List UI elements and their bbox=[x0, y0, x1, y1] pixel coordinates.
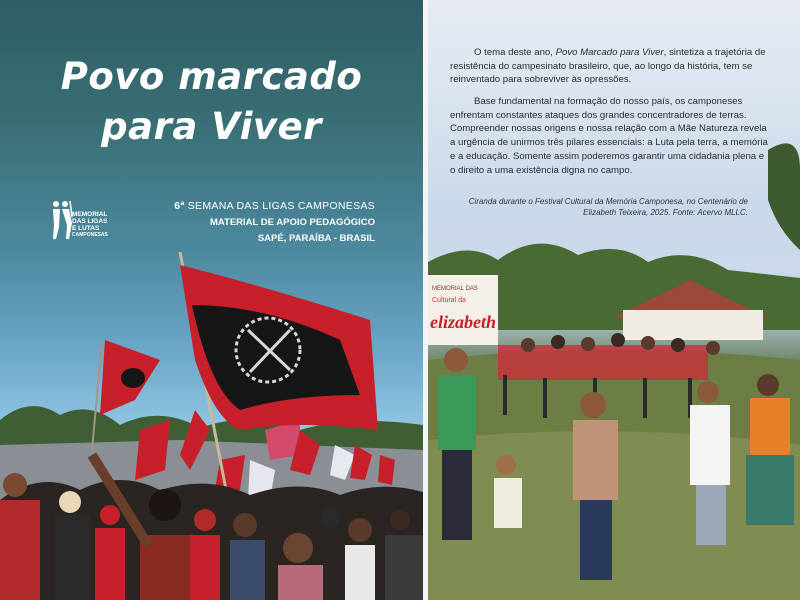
material-subtitle: MATERIAL DE APOIO PEDAGÓGICO bbox=[209, 217, 375, 228]
paragraph1-rest: , sintetiza a trajetória de resistência do campesinato brasileiro, que, ao longo da história, tem se reinventado para sobreviver às opressões. bbox=[450, 47, 766, 86]
event-number: 6ª bbox=[174, 200, 185, 212]
logo-line3: E LUTAS bbox=[72, 225, 100, 232]
logo-line4: CAMPONESAS bbox=[72, 232, 108, 238]
paragraph-foundation: Base fundamental na formação do nosso país, os camponeses enfrentam constantes ataques dos grandes concentradores de terras. Compreender nossas origens e nossa relação com a Mãe Natureza revela a urgência de unirmos três pilares essenciais: a Luta pela terra, a memória e a educação. Somente assim poderemos garantir uma cidadania plena e o direito a uma existência digna no campo. bbox=[450, 96, 768, 176]
banner-line1: MEMORIAL DAS bbox=[432, 286, 478, 292]
paragraph1-intro: O tema deste ano, bbox=[474, 47, 556, 58]
ciranda-photo-scene bbox=[428, 0, 800, 600]
cover-title-line2: para Viver bbox=[101, 105, 322, 148]
event-name: SEMANA DAS LIGAS CAMPONESAS bbox=[187, 200, 375, 212]
inside-page bbox=[428, 0, 800, 600]
logo-line2: DAS LIGAS bbox=[72, 218, 108, 225]
banner-line2: Cultural da bbox=[432, 297, 466, 304]
theme-name: Povo Marcado para Viver bbox=[555, 47, 664, 58]
event-heading bbox=[174, 200, 375, 212]
logo-line1: MEMORIAL bbox=[72, 211, 108, 218]
photo-caption: Ciranda durante o Festival Cultural da Memória Camponesa, no Centenário de Elizabeth Teixeira, 2025. Fonte: Acervo MLLC. bbox=[468, 197, 748, 217]
memorial-logo bbox=[50, 199, 116, 243]
cover-title-line1: Povo marcado bbox=[60, 55, 363, 98]
house-wall bbox=[623, 310, 763, 340]
memorial-figures-icon bbox=[50, 199, 74, 243]
paragraph-theme bbox=[450, 46, 768, 87]
location-text: SAPÉ, PARAÍBA - BRASIL bbox=[257, 233, 375, 244]
banner-line3: elizabeth bbox=[430, 312, 496, 332]
